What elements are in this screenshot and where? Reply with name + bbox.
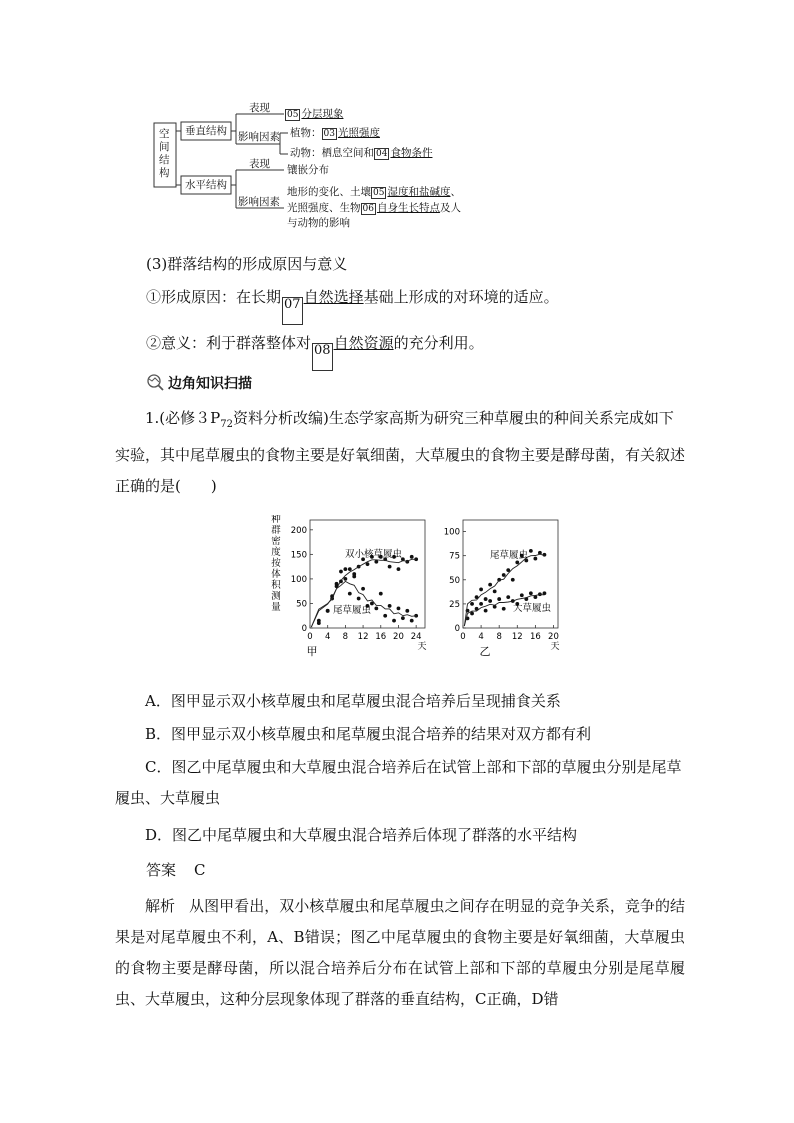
vertical-factor-label: 影响因素 — [238, 131, 280, 143]
horizontal-factor-line2: 光照强度、生物 06 自身生长特点及人 — [287, 202, 461, 214]
data-point — [397, 606, 401, 610]
x-tick-label: 4 — [478, 632, 484, 642]
y-axis-label-char: 度 — [271, 547, 281, 558]
data-point — [488, 583, 492, 587]
data-point — [511, 578, 515, 582]
section-heading: 边角知识扫描 — [168, 376, 252, 392]
y-axis-label-char: 体 — [271, 569, 281, 580]
vertical-structure-label: 垂直结构 — [185, 125, 227, 137]
y-axis-label-char: 种 — [271, 515, 281, 525]
data-point — [529, 549, 533, 553]
option-c: C．图乙中尾草履虫和大草履虫混合培养后在试管上部和下部的草履虫分别是尾草履虫、大草履虫 — [115, 758, 682, 807]
y-axis-label-char: 测 — [271, 591, 281, 602]
data-point — [401, 616, 405, 620]
data-point — [484, 597, 488, 601]
section3-item1: ①形成原因：在长期 07 自然选择基础上形成的对环境的适应。 — [146, 287, 559, 325]
option-a: A．图甲显示双小核草履虫和尾草履虫混合培养后呈现捕食关系 — [145, 692, 561, 710]
answer-line: 答案 C — [146, 861, 206, 879]
vertical-biaoxian-label: 表现 — [249, 102, 270, 114]
chart-yi-title: 乙 — [479, 645, 491, 658]
x-tick-label: 24 — [410, 632, 422, 642]
y-tick-label: 50 — [296, 599, 307, 610]
y-tick-label: 25 — [449, 599, 460, 610]
vertical-biaoxian-text: 05 分层现象 — [287, 108, 344, 120]
x-tick-label: 4 — [324, 632, 331, 642]
data-point — [357, 597, 361, 601]
data-point — [348, 592, 352, 596]
y-axis-label-char: 密 — [271, 536, 281, 547]
data-point — [515, 561, 519, 565]
series-label: 大草履虫 — [513, 603, 552, 614]
y-tick-label: 50 — [449, 575, 460, 586]
data-point — [326, 609, 330, 613]
data-point — [339, 579, 343, 583]
y-tick-label: 100 — [443, 527, 460, 538]
data-point — [520, 593, 524, 597]
x-tick-label: 8 — [496, 632, 502, 642]
horizontal-biaoxian-label: 表现 — [249, 158, 270, 170]
y-tick-label: 0 — [301, 624, 307, 634]
data-point — [479, 588, 483, 592]
data-point — [383, 614, 387, 618]
x-tick-label: 20 — [393, 632, 404, 642]
data-point — [484, 609, 488, 613]
x-axis-label: 天 — [550, 642, 560, 652]
x-tick-label: 0 — [307, 632, 313, 642]
data-point — [317, 619, 321, 623]
data-point — [379, 592, 383, 596]
data-point — [361, 587, 365, 591]
data-point — [502, 607, 506, 611]
data-point — [497, 597, 501, 601]
plant-factor: 植物： 03 光照强度 — [290, 127, 380, 139]
data-point — [488, 599, 492, 603]
series-label: 尾草履虫 — [490, 550, 529, 561]
question-stem: 1.(必修$3P_{72}$资料分析改编)生态学家高斯为研究三种草履虫的种间关系完成如下实验，其中尾草履虫的食物主要是好氧细菌，大草履虫的食物主要是酵母菌，有关叙述正确的是( ) — [115, 409, 686, 495]
x-tick-label: 8 — [342, 632, 349, 642]
trend-line — [311, 559, 416, 627]
x-tick-label: 16 — [529, 632, 541, 642]
data-point — [343, 567, 347, 571]
series-label: 双小核草履虫 — [345, 549, 403, 560]
y-axis-label-char: 量 — [271, 602, 281, 613]
root-label: 空间结构 — [159, 128, 170, 179]
horizontal-structure-label: 水平结构 — [185, 179, 227, 191]
data-point — [352, 575, 356, 579]
y-tick-label: 75 — [449, 551, 460, 562]
data-point — [529, 591, 533, 595]
data-point — [374, 606, 378, 610]
y-tick-label: 100 — [290, 574, 307, 585]
data-point — [397, 567, 401, 571]
chart-jia — [265, 515, 430, 675]
data-point — [388, 604, 392, 608]
y-tick-label: 0 — [454, 624, 460, 634]
y-tick-label: 150 — [290, 550, 307, 561]
x-axis-label: 天 — [417, 642, 427, 652]
analysis: 解析 从图甲看出，双小核草履虫和尾草履虫之间存在明显的竞争关系，竞争的结果是对尾草履虫不利，A、B错误；图乙中尾草履虫的食物主要是好氧细菌，大草履虫的食物主要是酵母菌，所以混合培养后分布在试管上部和下部的草履虫分别是尾草履虫、大草履虫，这种分层现象体现了群落的垂直结构，C正确，D错 — [115, 897, 685, 1008]
x-tick-label: 20 — [548, 632, 559, 642]
data-point — [506, 595, 510, 599]
y-tick-label: 200 — [290, 525, 307, 536]
data-point — [348, 567, 352, 571]
animal-factor: 动物：栖息空间和 04 食物条件 — [290, 147, 433, 159]
data-point — [470, 602, 474, 606]
horizontal-factor-line3: 与动物的影响 — [287, 217, 350, 229]
data-point — [410, 555, 414, 559]
y-axis-label-char: 按 — [271, 558, 281, 569]
trend-line — [464, 554, 544, 626]
chart-yi — [435, 515, 570, 675]
data-point — [410, 619, 414, 623]
data-point — [493, 589, 497, 593]
data-point — [405, 609, 409, 613]
magnifier-icon — [145, 373, 165, 391]
data-point — [339, 570, 343, 574]
chart-jia-title: 甲 — [306, 645, 318, 658]
x-tick-label: 0 — [460, 632, 466, 642]
horizontal-factor-label: 影响因素 — [238, 196, 280, 208]
horizontal-factor-line1: 地形的变化、土壤 05 湿度和盐碱度、 — [287, 186, 461, 198]
x-tick-label: 12 — [357, 632, 369, 642]
x-tick-label: 16 — [375, 632, 387, 642]
data-point — [533, 557, 537, 561]
data-point — [479, 602, 483, 606]
option-d: D．图乙中尾草履虫和大草履虫混合培养后体现了群落的水平结构 — [145, 826, 578, 844]
data-point — [502, 573, 506, 577]
data-point — [392, 619, 396, 623]
series-label: 尾草履虫 — [333, 605, 372, 616]
section3-title: (3)群落结构的形成原因与意义 — [146, 255, 348, 273]
horizontal-biaoxian-text: 镶嵌分布 — [287, 164, 329, 176]
y-axis-label-char: 群 — [271, 525, 281, 536]
section3-item2: ②意义：利于群落整体对 08 自然资源的充分利用。 — [146, 333, 484, 371]
x-tick-label: 12 — [511, 632, 523, 642]
data-point — [388, 565, 392, 569]
option-b: B．图甲显示双小核草履虫和尾草履虫混合培养的结果对双方都有利 — [145, 725, 592, 743]
y-axis-label-char: 积 — [271, 580, 281, 591]
